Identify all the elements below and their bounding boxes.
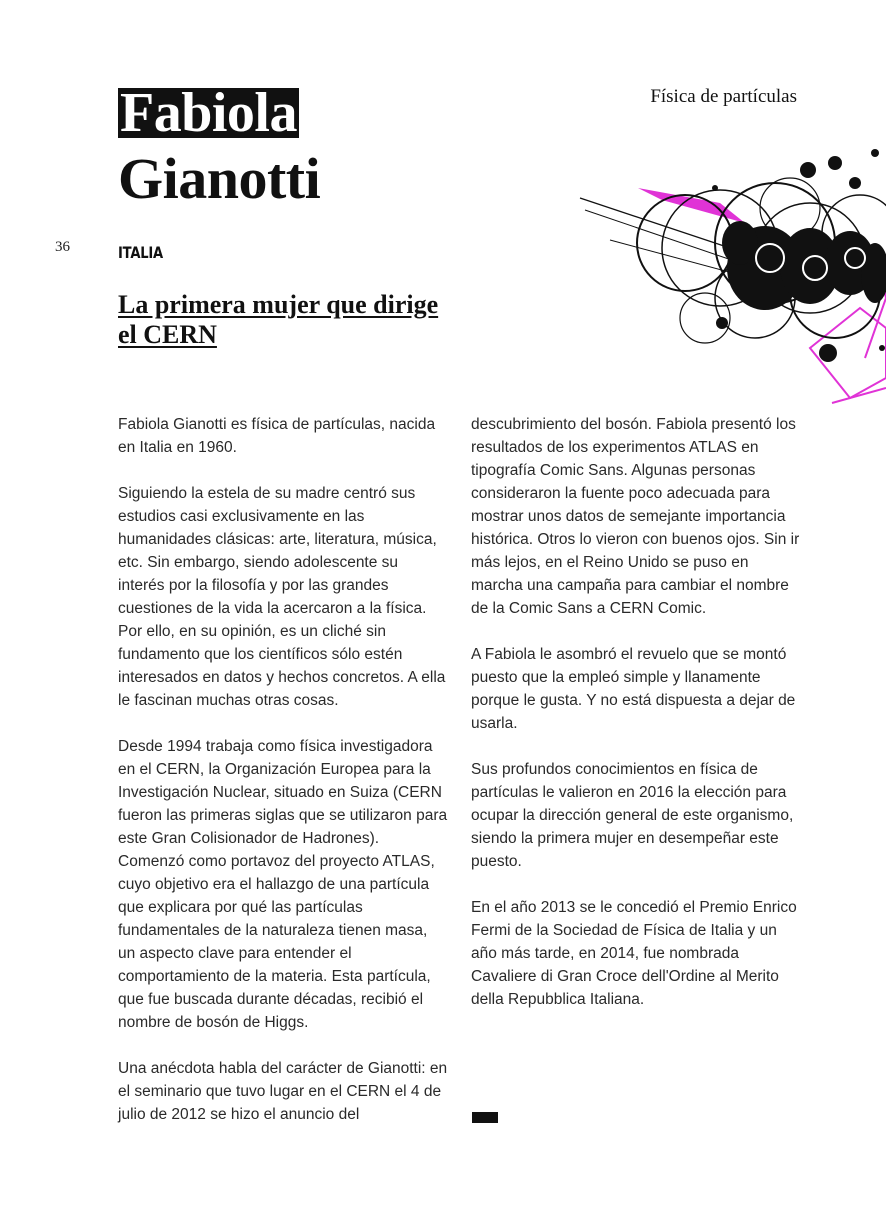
particle-dot (871, 149, 879, 157)
paragraph: Una anécdota habla del carácter de Gianotti: en el seminario que tuvo lugar en el CERN el 4 de julio de 2012 se hizo el anuncio del (118, 1060, 448, 1123)
section-label: Física de partículas (650, 86, 797, 107)
paragraph: A Fabiola le asombró el revuelo que se montó puesto que la empleó simple y llanamente porque le gusta. Y no está dispuesta a dejar de usarla. (471, 646, 796, 732)
country-label: ITALIA (118, 243, 163, 262)
particle-dot (716, 317, 728, 329)
body-column-right (471, 413, 801, 1034)
name-last: Gianotti (118, 146, 321, 211)
name-first-highlight (118, 82, 299, 144)
paragraph: Desde 1994 trabaja como física investigadora en el CERN, la Organización Europea para la Investigación Nuclear, situado en Suiza (CERN fueron las primeras siglas que se utilizaron para este Gran Colisionador de Hadrones). Comenzó como portavoz del proyecto ATLAS, cuyo objetivo era el hallazgo de una partícula que explicara por qué las partículas fundamentales de la naturaleza tienen masa, un aspecto clave para entender el comportamiento de la materia. Esta partícula, que fue buscada durante décadas, recibió el nombre de bosón de Higgs. (118, 738, 448, 1031)
particle-dot (849, 177, 861, 189)
paragraph: descubrimiento del bosón. Fabiola presentó los resultados de los experimentos ATLAS en tipografía Comic Sans. Algunas personas consideraron la fuente poco adecuada para mostrar unos datos de semejante importancia histórica. Otros lo vieron con buenos ojos. Sin ir más lejos, en el Reino Unido se puso en marcha una campaña para cambiar el nombre de la Comic Sans a CERN Comic. (471, 416, 800, 617)
paragraph: Sus profundos conocimientos en física de partículas le valieron en 2016 la elección para ocupar la dirección general de este organismo, siendo la primera mujer en desempeñar este puesto. (471, 761, 794, 870)
body-column-left (118, 413, 448, 1126)
particle-dot (879, 345, 885, 351)
particle-dot (712, 185, 718, 191)
paragraph: Fabiola Gianotti es física de partículas, nacida en Italia en 1960. (118, 416, 436, 456)
name-first: Fabiola (120, 82, 297, 144)
page-number: 36 (55, 239, 70, 255)
end-of-article-mark (472, 1112, 498, 1123)
ink-cluster (722, 221, 758, 265)
magenta-line-lower (832, 388, 886, 403)
paragraph: En el año 2013 se le concedió el Premio Enrico Fermi de la Sociedad de Física de Italia y un año más tarde, en 2014, fue nombrada Cavaliere di Gran Croce dell'Ordine al Merito della Repubblica Italiana. (471, 899, 797, 1008)
particle-dot (828, 156, 842, 170)
headline: La primera mujer que dirige el CERN (118, 290, 439, 349)
particle-dot (800, 162, 816, 178)
trail-ring (637, 195, 733, 291)
paragraph: Siguiendo la estela de su madre centró sus estudios casi exclusivamente en las humanidades clásicas: arte, literatura, música, etc. Sin embargo, siendo adolescente su interés por la filosofía y por las grandes cuestiones de la vida la acercaron a la física. Por ello, en su opinión, es un cliché sin fundamento que los científicos sólo estén interesados en datos y hechos concretos. A ella le fascinan muchas otras cosas. (118, 485, 446, 709)
particle-dot (819, 344, 837, 362)
